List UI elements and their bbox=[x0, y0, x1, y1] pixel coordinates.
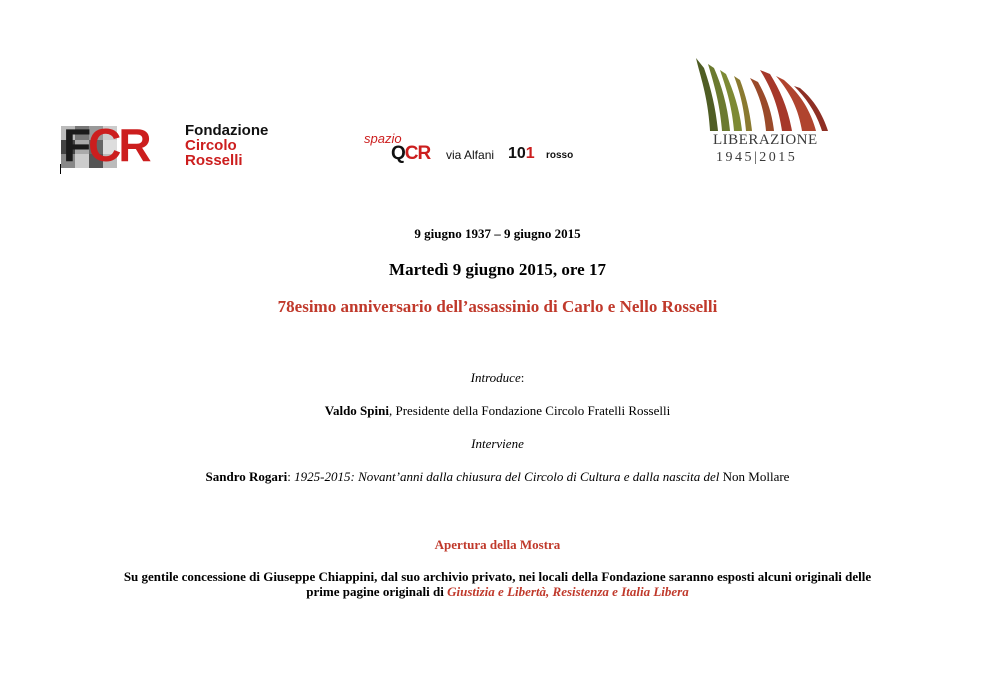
liberazione-years: 1945|2015 bbox=[716, 150, 798, 165]
speaker-rogari-colon: : bbox=[287, 469, 295, 484]
fcr-letter-f: F bbox=[63, 119, 89, 171]
exhibition-desc-prefix: prime pagine originali di bbox=[306, 584, 448, 599]
speaker-spini bbox=[0, 403, 995, 419]
exhibition-description-line1: Su gentile concessione di Giuseppe Chiappini, dal suo archivio privato, nei locali della Fondazione saranno esposti alcuni originali delle bbox=[123, 569, 872, 584]
fcr-name-line1: Fondazione bbox=[185, 122, 269, 139]
qcr-number bbox=[508, 145, 535, 163]
exhibition-description-line2 bbox=[40, 584, 955, 599]
qcr-address: via Alfani bbox=[446, 148, 495, 162]
liberazione-title: LIBERAZIONE bbox=[713, 132, 818, 148]
exhibition-title: Apertura della Mostra bbox=[434, 537, 561, 552]
fcr-letters bbox=[63, 120, 149, 170]
introduce-label bbox=[0, 370, 995, 386]
exhibition-newspapers-2: Italia Libera bbox=[621, 584, 689, 599]
spazio-qcr-logo bbox=[364, 131, 584, 171]
speaker-rogari-talk-title: 1925-2015: Novant’anni dalla chiusura del Circolo di Cultura e dalla nascita del bbox=[294, 469, 720, 484]
event-date: Martedì 9 giugno 2015, ore 17 bbox=[389, 260, 606, 279]
fcr-letters-cr: CR bbox=[88, 119, 149, 171]
exhibition-desc-conjunction: e bbox=[608, 584, 622, 599]
qcr-number-1: 1 bbox=[525, 145, 535, 162]
anniversary-title: 78esimo anniversario dell’assassinio di Carlo e Nello Rosselli bbox=[277, 297, 718, 316]
speaker-spini-name: Valdo Spini bbox=[324, 403, 389, 418]
intervene-label: Interviene bbox=[471, 436, 524, 451]
speaker-rogari bbox=[0, 469, 995, 485]
qcr-cr: CR bbox=[404, 143, 431, 164]
date-range: 9 giugno 1937 – 9 giugno 2015 bbox=[414, 226, 581, 241]
qcr-number-10: 10 bbox=[508, 145, 526, 162]
fcr-name-line3: Rosselli bbox=[185, 152, 243, 169]
fcr-name bbox=[185, 123, 268, 168]
qcr-spazio: spazio bbox=[364, 131, 402, 146]
introduce-colon: : bbox=[520, 370, 525, 385]
exhibition-newspapers-1: Giustizia e Libertà, Resistenza bbox=[447, 584, 609, 599]
qcr-q: Q bbox=[391, 143, 405, 164]
fondazione-circolo-rosselli-logo bbox=[61, 119, 297, 174]
text-cursor bbox=[60, 164, 61, 174]
introduce-word: Introduce bbox=[470, 370, 521, 385]
qcr-rosso: rosso bbox=[546, 150, 574, 161]
speaker-rogari-talk-tail: Non Mollare bbox=[719, 469, 790, 484]
speaker-rogari-name: Sandro Rogari bbox=[205, 469, 288, 484]
fcr-name-line2: Circolo bbox=[185, 137, 237, 154]
speaker-spini-role: , Presidente della Fondazione Circolo Fratelli Rosselli bbox=[388, 403, 671, 418]
qcr-mark bbox=[391, 143, 430, 165]
